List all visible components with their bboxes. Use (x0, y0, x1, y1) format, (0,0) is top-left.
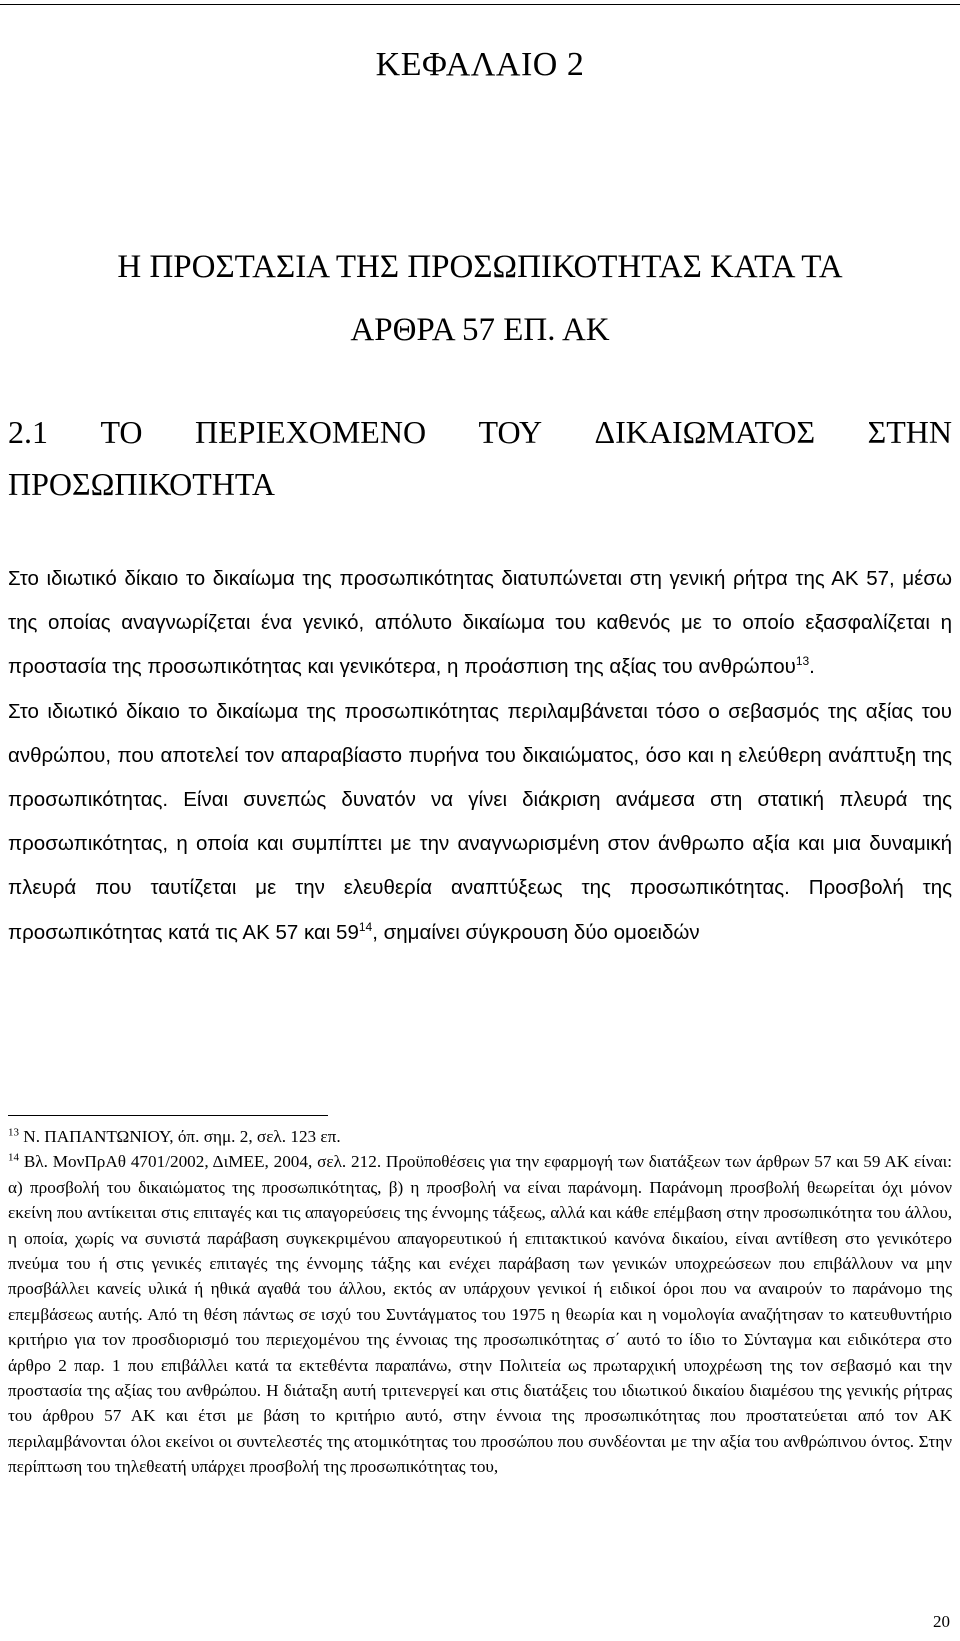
footnote-14 (8, 1149, 952, 1479)
body-text (8, 557, 952, 955)
footnote-text: Ν. ΠΑΠΑΝΤΩΝΙΟΥ, όπ. σημ. 2, σελ. 123 επ. (19, 1127, 341, 1146)
footnote-text: Βλ. ΜονΠρΑθ 4701/2002, ΔιΜΕΕ, 2004, σελ. 212. Προϋποθέσεις για την εφαρμογή των διατάξεων των άρθρων 57 και 59 ΑΚ είναι: α) προσβολή του δικαιώματος της προσωπικότητας, β) η προσβολή να είναι παράνομη. Παράνομη προσβολή θεωρείται όχι μόνον εκείνη που αντίκειται στις επιταγές και τις απαγορεύσεις της έννομης τάξεως, αλλά και κάθε επέμβαση στην προσωπικότητα του άλλου, η οποία, χωρίς να συνιστά παράβαση συγκεκριμένου απαγορευτικού ή επιτακτικού κανόνα δικαίου, είναι αντίθεση στο γενικότερο πνεύμα του ή στις γενικές επιταγές της έννομης τάξης και ενέχει παράβαση των γενικών υποχρεώσεων που επιβάλλουν να μην προσβάλλει κανείς υλικά ή ηθικά αγαθά του άλλου, εκτός αν υπάρχουν γενικοί ή ειδικοί όροι που να αναιρούν το παράνομο της επεμβάσεως αυτής. Από τη θέση πάντως σε ισχύ του Συντάγματος του 1975 η θεωρία και η νομολογία αναζήτησαν το κατευθυντήριο κριτήριο για τον προσδιορισμό του περιεχομένου της έννοιας της προσωπικότητας σ΄ αυτό το ίδιο το Σύνταγμα και ειδικότερα στο άρθρο 2 παρ. 1 που επιβάλλει κατά τα εκτεθέντα παραπάνω, στην Πολιτεία ως πρωταρχική υποχρέωση της τον σεβασμό και την προστασία της αξίας του ανθρώπου. Η διάταξη αυτή τριτενεργεί και στις διατάξεις του ιδιωτικού δικαίου διαμέσου της γενικής ρήτρας του άρθρου 57 ΑΚ και έτσι με βάση το κριτήριο αυτό, στην έννοια της προσωπικότητας που προστατεύεται από τον ΑΚ περιλαμβάνονται όλοι εκείνοι οι συντελεστές της ατομικότητας του προσώπου που συνδέονται με την αξία του ανθρώπινου όντος. Στην περίπτωση του τηλεθεατή υπάρχει προσβολή της προσωπικότητας του, (8, 1152, 952, 1477)
main-title (30, 236, 930, 362)
page-number: 20 (933, 1612, 950, 1631)
section-word: ΤΟ (100, 414, 143, 450)
footnote-ref-14[interactable]: 14 (358, 919, 373, 934)
paragraph-2-end: , σημαίνει σύγκρουση δύο ομοειδών (372, 920, 700, 944)
paragraph-1-text: Στο ιδιωτικό δίκαιο το δικαίωμα της προσωπικότητας διατυπώνεται στη γενική ρήτρα της ΑΚ 57, μέσω της οποίας αναγνωρίζεται ένα γενικό, απόλυτο δικαίωμα του καθενός με το οποίο εξασφαλίζεται η προστασία της προσωπικότητας και γενικότερα, η προάσπιση της αξίας του ανθρώπου (8, 567, 952, 679)
paragraph-1 (8, 557, 952, 690)
paragraph-2 (8, 690, 952, 955)
footnote-number: 13 (8, 1126, 19, 1139)
paragraph-2-text: Στο ιδιωτικό δίκαιο το δικαίωμα της προσωπικότητας περιλαμβάνεται τόσο ο σεβασμός της αξίας του ανθρώπου, που αποτελεί τον απαραβίαστο πυρήνα του δικαιώματος, όσο και η ελεύθερη ανάπτυξη της προσωπικότητας. Είναι συνεπώς δυνατόν να γίνει διάκριση ανάμεσα στη στατική πλευρά της προσωπικότητας, η οποία και συμπίπτει με την αναγνωρισμένη στον άνθρωπο αξία και μια δυναμική πλευρά που ταυτίζεται με την ελευθερία αναπτύξεως της προσωπικότητας. Προσβολή της προσωπικότητας κατά τις ΑΚ 57 και 59 (8, 699, 952, 944)
top-border-line (0, 4, 960, 5)
section-heading (8, 406, 952, 510)
section-word: ΣΤΗΝ (867, 414, 952, 450)
main-title-line-1: Η ΠΡΟΣΤΑΣΙΑ ΤΗΣ ΠΡΟΣΩΠΙΚΟΤΗΤΑΣ ΚΑΤΑ ΤΑ (117, 249, 843, 285)
section-word: ΤΟΥ (478, 414, 543, 450)
section-word: ΠΕΡΙΕΧΟΜΕΝΟ (194, 414, 427, 450)
section-heading-line-2: ΠΡΟΣΩΠΙΚΟΤΗΤΑ (8, 466, 275, 502)
footnotes (8, 1124, 952, 1480)
section-word: ΔΙΚΑΙΩΜΑΤΟΣ (594, 414, 816, 450)
paragraph-1-end: . (809, 655, 815, 679)
footnote-number: 14 (8, 1151, 19, 1164)
footnote-separator (8, 1115, 328, 1116)
main-title-line-2: ΑΡΘΡΑ 57 ΕΠ. ΑΚ (350, 312, 610, 348)
section-number: 2.1 (8, 414, 48, 450)
footnote-13 (8, 1124, 952, 1149)
chapter-title: ΚΕΦΑΛΑΙΟ 2 (375, 46, 585, 83)
section-heading-line-1 (8, 406, 952, 458)
footnote-ref-13[interactable]: 13 (795, 654, 810, 669)
